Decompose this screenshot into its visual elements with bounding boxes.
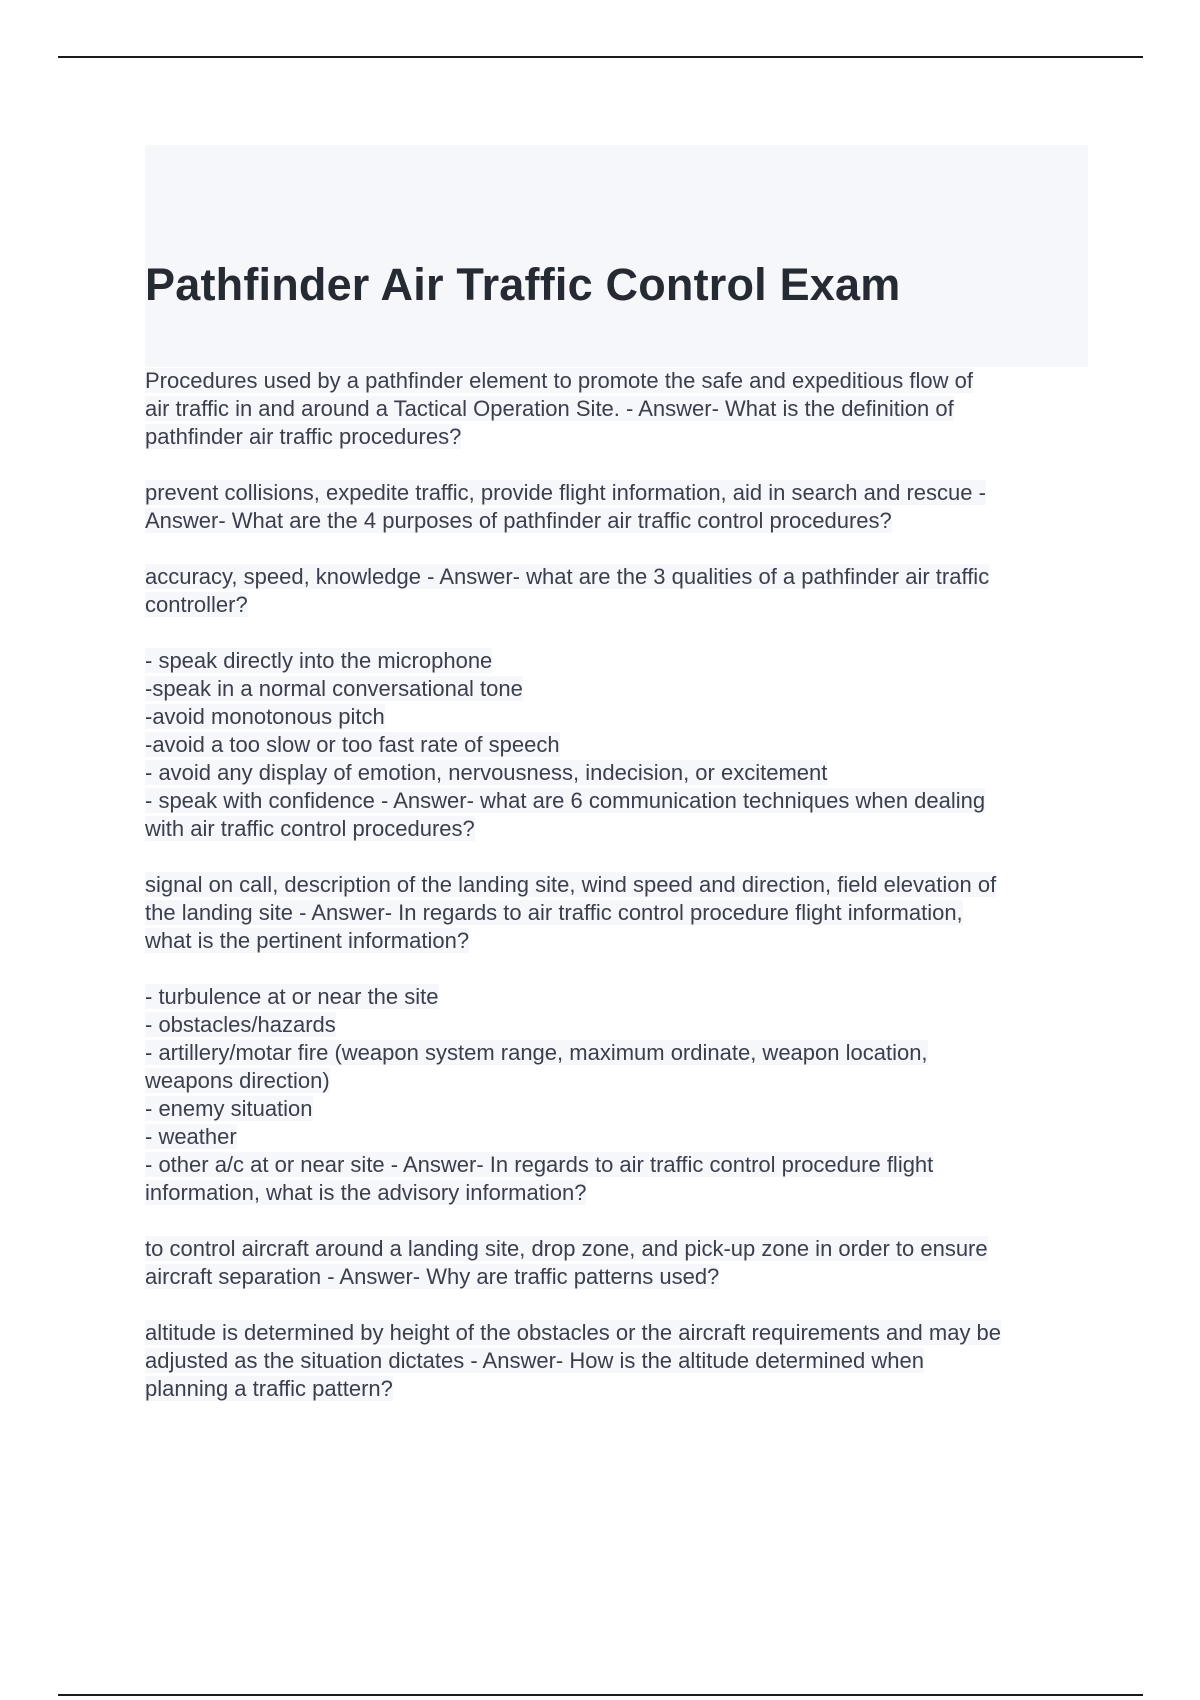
qa-line-text: what is the pertinent information? bbox=[145, 928, 470, 953]
qa-line bbox=[145, 507, 1090, 535]
qa-line-text: -speak in a normal conversational tone bbox=[145, 676, 523, 701]
qa-line-text: to control aircraft around a landing site, drop zone, and pick-up zone in order to ensure bbox=[145, 1236, 988, 1261]
qa-item bbox=[145, 479, 1090, 535]
qa-item bbox=[145, 367, 1090, 451]
qa-line bbox=[145, 983, 1090, 1011]
qa-line-text: altitude is determined by height of the obstacles or the aircraft requirements and may be bbox=[145, 1320, 1002, 1345]
qa-line bbox=[145, 1067, 1090, 1095]
qa-line bbox=[145, 871, 1090, 899]
qa-line bbox=[145, 675, 1090, 703]
qa-line bbox=[145, 1235, 1090, 1263]
qa-line bbox=[145, 647, 1090, 675]
qa-line bbox=[145, 731, 1090, 759]
qa-item bbox=[145, 563, 1090, 619]
qa-line-text: - turbulence at or near the site bbox=[145, 984, 439, 1009]
qa-line bbox=[145, 1375, 1090, 1403]
qa-line-text: accuracy, speed, knowledge - Answer- what are the 3 qualities of a pathfinder air traffic bbox=[145, 564, 990, 589]
qa-line-text: - enemy situation bbox=[145, 1096, 313, 1121]
qa-item bbox=[145, 1319, 1090, 1403]
qa-line bbox=[145, 1039, 1090, 1067]
qa-line bbox=[145, 1347, 1090, 1375]
qa-line bbox=[145, 927, 1090, 955]
qa-line bbox=[145, 1095, 1090, 1123]
qa-line bbox=[145, 1179, 1090, 1207]
qa-line bbox=[145, 395, 1090, 423]
bottom-divider bbox=[58, 1694, 1143, 1696]
qa-line-text: - speak with confidence - Answer- what are 6 communication techniques when dealing bbox=[145, 788, 986, 813]
qa-item bbox=[145, 647, 1090, 843]
qa-line-text: -avoid a too slow or too fast rate of speech bbox=[145, 732, 560, 757]
qa-line-text: planning a traffic pattern? bbox=[145, 1376, 393, 1401]
qa-line-text: with air traffic control procedures? bbox=[145, 816, 475, 841]
qa-item bbox=[145, 871, 1090, 955]
qa-line bbox=[145, 1151, 1090, 1179]
page-title: Pathfinder Air Traffic Control Exam bbox=[145, 259, 901, 310]
top-divider bbox=[58, 56, 1143, 58]
qa-line-text: - weather bbox=[145, 1124, 237, 1149]
qa-line-text: -avoid monotonous pitch bbox=[145, 704, 385, 729]
qa-content bbox=[145, 367, 1090, 1431]
qa-line-text: controller? bbox=[145, 592, 248, 617]
qa-line bbox=[145, 479, 1090, 507]
qa-line-text: air traffic in and around a Tactical Operation Site. - Answer- What is the definition of bbox=[145, 396, 954, 421]
qa-line bbox=[145, 1123, 1090, 1151]
qa-line bbox=[145, 1319, 1090, 1347]
qa-line bbox=[145, 423, 1090, 451]
qa-line-text: prevent collisions, expedite traffic, provide flight information, aid in search and rescue - bbox=[145, 480, 986, 505]
qa-line-text: weapons direction) bbox=[145, 1068, 330, 1093]
qa-line-text: - avoid any display of emotion, nervousness, indecision, or excitement bbox=[145, 760, 828, 785]
qa-line bbox=[145, 759, 1090, 787]
qa-item bbox=[145, 983, 1090, 1207]
qa-line-text: - other a/c at or near site - Answer- In regards to air traffic control procedure flight bbox=[145, 1152, 934, 1177]
qa-line bbox=[145, 703, 1090, 731]
qa-line bbox=[145, 787, 1090, 815]
qa-item bbox=[145, 1235, 1090, 1291]
qa-line-text: Procedures used by a pathfinder element to promote the safe and expeditious flow of bbox=[145, 368, 973, 393]
qa-line bbox=[145, 815, 1090, 843]
qa-line-text: aircraft separation - Answer- Why are traffic patterns used? bbox=[145, 1264, 720, 1289]
qa-line-text: information, what is the advisory information? bbox=[145, 1180, 587, 1205]
qa-line-text: - obstacles/hazards bbox=[145, 1012, 336, 1037]
qa-line bbox=[145, 367, 1090, 395]
qa-line-text: adjusted as the situation dictates - Answer- How is the altitude determined when bbox=[145, 1348, 924, 1373]
qa-line bbox=[145, 1011, 1090, 1039]
qa-line-text: pathfinder air traffic procedures? bbox=[145, 424, 462, 449]
qa-line-text: - artillery/motar fire (weapon system range, maximum ordinate, weapon location, bbox=[145, 1040, 928, 1065]
qa-line bbox=[145, 899, 1090, 927]
qa-line bbox=[145, 591, 1090, 619]
qa-line-text: signal on call, description of the landing site, wind speed and direction, field elevation of bbox=[145, 872, 997, 897]
qa-line-text: the landing site - Answer- In regards to air traffic control procedure flight information, bbox=[145, 900, 963, 925]
qa-line-text: - speak directly into the microphone bbox=[145, 648, 493, 673]
qa-line bbox=[145, 1263, 1090, 1291]
qa-line bbox=[145, 563, 1090, 591]
qa-line-text: Answer- What are the 4 purposes of pathfinder air traffic control procedures? bbox=[145, 508, 892, 533]
